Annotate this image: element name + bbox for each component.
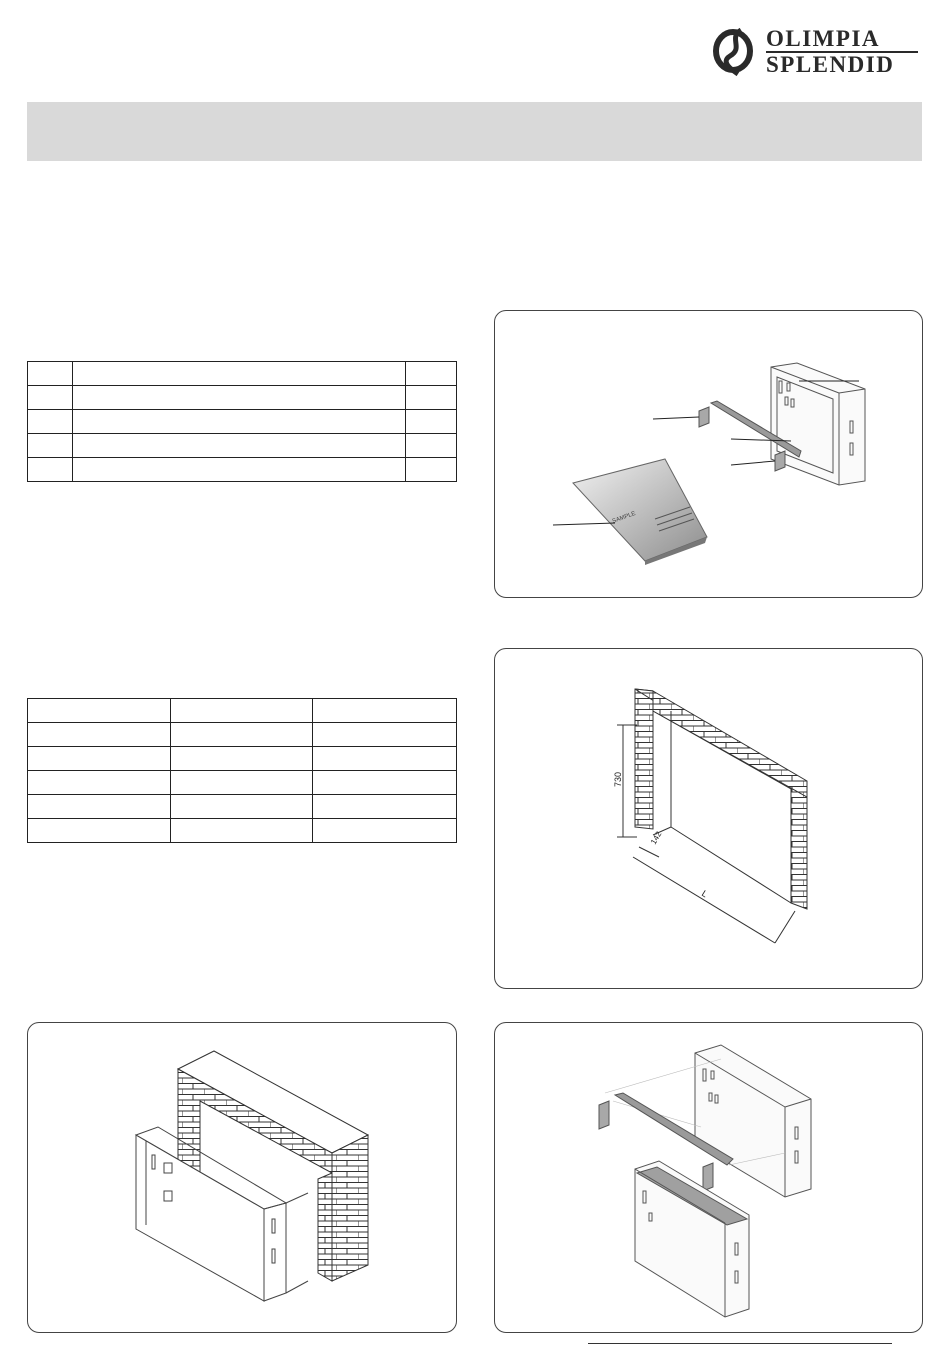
table-cell (170, 723, 313, 747)
frame-in-wall-figure (27, 1022, 457, 1333)
table-cell (170, 795, 313, 819)
side-cap-right-icon (703, 1163, 713, 1191)
wall-niche-dimensions-figure (494, 648, 923, 989)
table-cell (170, 771, 313, 795)
table-cell (406, 458, 457, 482)
table-cell (406, 362, 457, 386)
table-cell (28, 795, 171, 819)
logo-line-2: SPLENDID (766, 52, 895, 77)
table-cell (170, 747, 313, 771)
table-row (28, 747, 457, 771)
frame-assembly-figure (494, 1022, 923, 1333)
table-cell (72, 386, 405, 410)
table-cell (406, 434, 457, 458)
table-cell (28, 362, 73, 386)
brick-wall-icon (635, 689, 807, 909)
table-cell (28, 458, 73, 482)
table-cell (313, 747, 457, 771)
table-cell (28, 386, 73, 410)
booklet-label: SAMPLE (611, 510, 637, 525)
dimensions-table (27, 698, 457, 843)
logo-line-1: OLIMPIA (766, 26, 880, 51)
table-cell (28, 723, 171, 747)
table-cell (72, 458, 405, 482)
table-cell (313, 699, 457, 723)
brand-logo (708, 24, 920, 78)
width-dimension-label: L (699, 888, 710, 900)
table-cell (28, 771, 171, 795)
height-dimension-label: 730 (613, 771, 623, 787)
depth-dimension-label: 142 (648, 829, 664, 846)
footer-divider (588, 1343, 892, 1344)
table-row (28, 771, 457, 795)
table-cell (313, 795, 457, 819)
recessing-frame-icon (136, 1127, 308, 1301)
manual-booklet-icon (573, 459, 707, 565)
parts-table (27, 361, 457, 482)
table-row (28, 795, 457, 819)
table-cell (28, 410, 73, 434)
table-cell (170, 699, 313, 723)
table-cell (406, 386, 457, 410)
table-cell (28, 747, 171, 771)
table-row (28, 362, 457, 386)
title-band (27, 102, 922, 161)
table-cell (313, 819, 457, 843)
table-cell (28, 434, 73, 458)
table-cell (170, 819, 313, 843)
table-row (28, 434, 457, 458)
table-row (28, 699, 457, 723)
table-cell (28, 819, 171, 843)
table-row (28, 723, 457, 747)
table-row (28, 458, 457, 482)
table-cell (72, 362, 405, 386)
table-cell (406, 410, 457, 434)
table-row (28, 819, 457, 843)
table-row (28, 410, 457, 434)
table-cell (72, 434, 405, 458)
side-cap-left-icon (699, 407, 709, 427)
table-row (28, 386, 457, 410)
table-cell (72, 410, 405, 434)
side-cap-right-icon (775, 451, 785, 471)
table-cell (28, 699, 171, 723)
table-cell (313, 723, 457, 747)
assembled-frame-icon (635, 1161, 749, 1317)
kit-contents-figure (494, 310, 923, 598)
table-cell (313, 771, 457, 795)
side-cap-left-icon (599, 1101, 609, 1129)
logo-mark-icon (708, 24, 764, 78)
